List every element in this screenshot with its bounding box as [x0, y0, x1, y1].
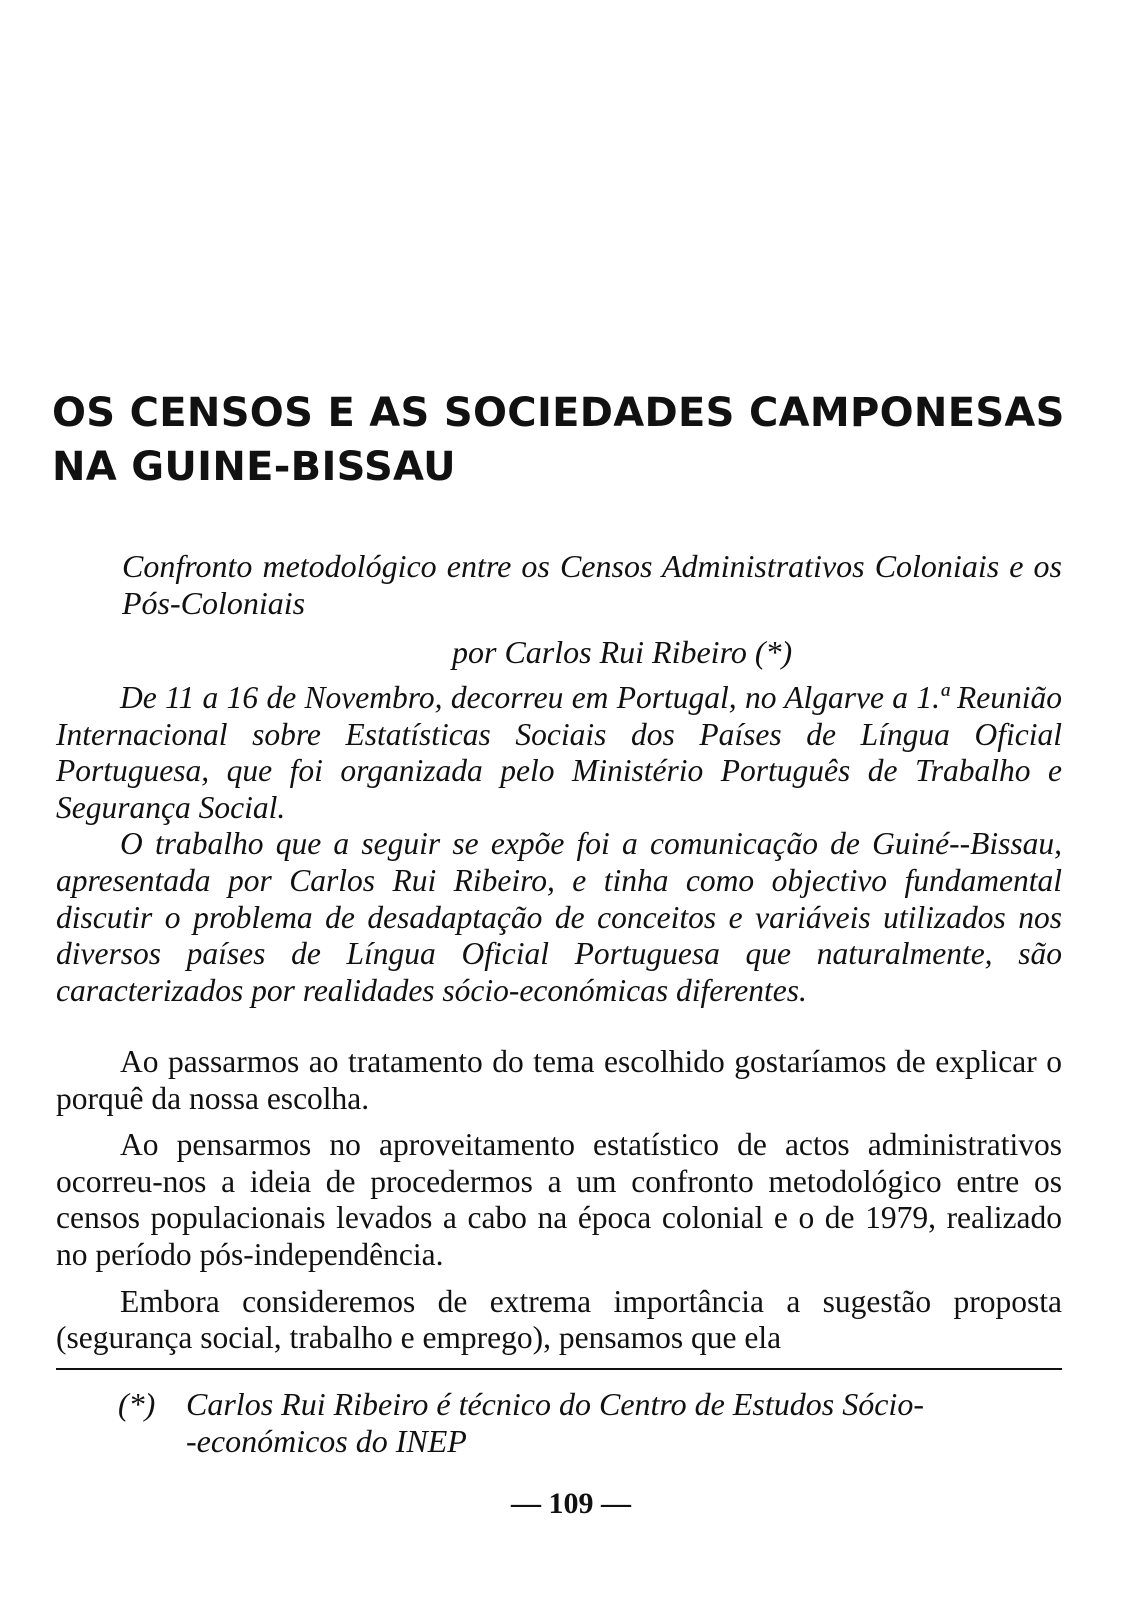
intro-paragraph: De 11 a 16 de Novembro, decorreu em Portugal, no Algarve a 1.ª Reunião Internacional sobre Estatísticas Sociais dos Países de Língua Oficial Portuguesa, que foi organizada pelo Ministério Português de Trabalho e Segurança Social. — [56, 680, 1062, 825]
footnote-line-1: Carlos Rui Ribeiro é técnico do Centro de Estudos Sócio- — [186, 1386, 924, 1422]
article-title — [52, 386, 1065, 494]
intro-section — [56, 680, 1062, 1009]
footnote-line-2: -económicos do INEP — [186, 1423, 467, 1459]
page-number: — 109 — — [511, 1487, 631, 1520]
title-line-1: OS CENSOS E AS SOCIEDADES CAMPONESAS — [52, 390, 1065, 436]
intro-paragraph: O trabalho que a seguir se expõe foi a comunicação de Guiné--Bissau, apresentada por Carlos Rui Ribeiro, e tinha como objectivo fundamental discutir o problema de desadaptação de conceitos e variáveis utilizados nos diversos países de Língua Oficial Portuguesa que naturalmente, são caracterizados por realidades sócio-económicas diferentes. — [56, 826, 1062, 1008]
article-subtitle: Confronto metodológico entre os Censos Administrativos Coloniais e os Pós-Coloniais — [122, 548, 1062, 621]
body-paragraph: Ao pensarmos no aproveitamento estatístico de actos administrativos ocorreu-nos a ideia de procedermos a um confronto metodológico entre os censos populacionais levados a cabo na época colonial e o de 1979, realizado no período pós-independência. — [56, 1127, 1062, 1272]
footnote-divider — [56, 1368, 1062, 1370]
footnote-mark: (*) — [118, 1386, 156, 1422]
author-byline: por Carlos Rui Ribeiro (*) — [452, 634, 793, 670]
footnote — [118, 1386, 1062, 1460]
body-paragraph: Ao passarmos ao tratamento do tema escolhido gostaríamos de explicar o porquê da nossa escolha. — [56, 1044, 1062, 1116]
body-paragraph: Embora consideremos de extrema importância a sugestão proposta (segurança social, trabalho e emprego), pensamos que ela — [56, 1283, 1062, 1356]
title-line-2: NA GUINE-BISSAU — [52, 444, 456, 490]
body-text — [56, 1044, 1062, 1367]
